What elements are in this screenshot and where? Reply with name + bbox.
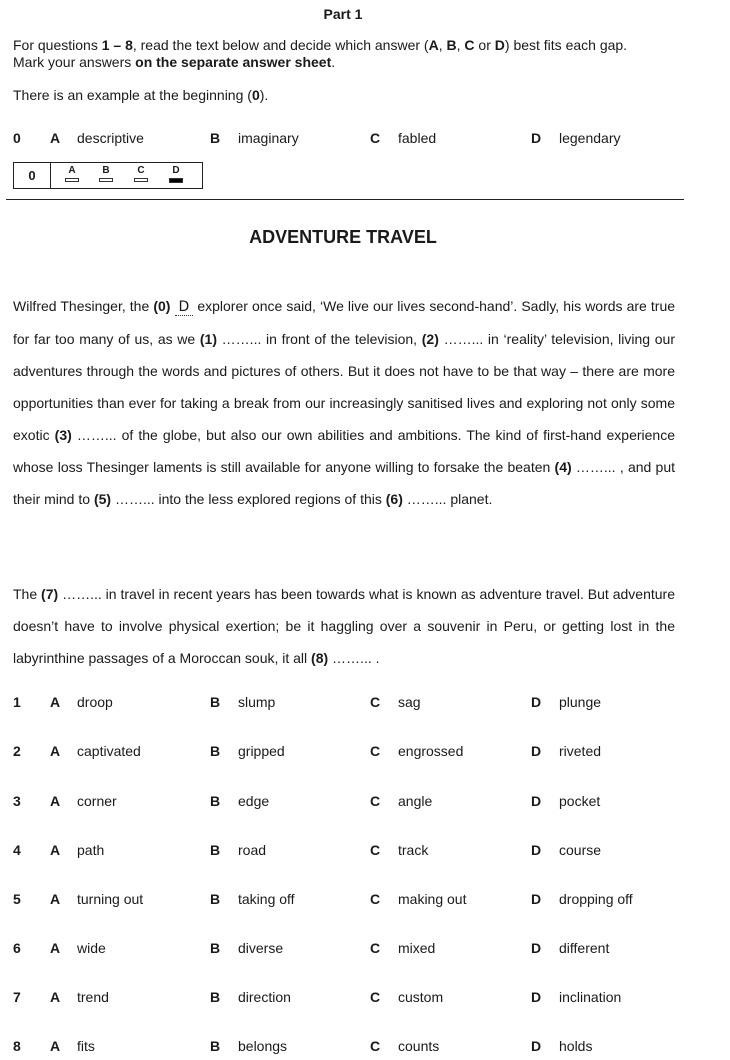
text: ……... planet. bbox=[402, 491, 493, 507]
question-number: 4 bbox=[13, 842, 21, 858]
option-letter-d: D bbox=[531, 793, 542, 809]
option-b[interactable]: gripped bbox=[238, 743, 285, 759]
option-letter-a: A bbox=[50, 1038, 61, 1054]
option-a[interactable]: captivated bbox=[77, 743, 141, 759]
option-letter-a: A bbox=[50, 842, 61, 858]
option-b[interactable]: direction bbox=[238, 989, 291, 1005]
option-letter-d: D bbox=[531, 743, 542, 759]
bubble-a bbox=[64, 165, 80, 182]
instructions: For questions 1 – 8, read the text below and decide which answer (A, B, C or D) best fits each gap. Mark your answers on the separate answer sheet. bbox=[13, 37, 628, 70]
option-letter-b: B bbox=[210, 940, 221, 956]
question-number: 7 bbox=[13, 989, 21, 1005]
option-letter-b: B bbox=[210, 793, 221, 809]
text: The bbox=[13, 586, 42, 602]
instructions-text: , read the text below and decide which answer ( bbox=[132, 37, 429, 53]
option-d: legendary bbox=[559, 130, 621, 146]
example-answer: D bbox=[175, 299, 194, 316]
article-paragraph-1 bbox=[13, 290, 675, 515]
question-row-2 bbox=[0, 743, 730, 763]
option-b[interactable]: edge bbox=[238, 793, 270, 809]
option-letter-a: A bbox=[50, 130, 61, 146]
gap-5: (5) bbox=[93, 491, 112, 507]
example-number: 0 bbox=[13, 130, 21, 146]
example-note-text: ). bbox=[259, 87, 269, 103]
instructions-text: or bbox=[474, 37, 495, 53]
option-letter-b: B bbox=[210, 989, 221, 1005]
gap-8: (8) bbox=[311, 650, 329, 666]
divider bbox=[6, 199, 684, 200]
question-number: 6 bbox=[13, 940, 21, 956]
option-letter-a: A bbox=[50, 743, 61, 759]
instructions-text: . bbox=[331, 54, 336, 70]
instructions-text: For questions bbox=[13, 37, 102, 53]
bubble-letter: C bbox=[137, 165, 145, 176]
option-letter-b: B bbox=[210, 1038, 221, 1054]
question-row-8 bbox=[0, 1038, 730, 1058]
option-b[interactable]: diverse bbox=[238, 940, 284, 956]
text: ……... into the less explored regions of this bbox=[111, 491, 386, 507]
example-row bbox=[0, 130, 730, 150]
option-letter-b: B bbox=[210, 694, 221, 710]
option-b[interactable]: road bbox=[238, 842, 267, 858]
bubble-b bbox=[98, 165, 114, 182]
option-letter-c: C bbox=[370, 694, 381, 710]
question-number: 5 bbox=[13, 891, 21, 907]
option-a[interactable]: wide bbox=[77, 940, 106, 956]
text: ……... of the globe, but also our own abilities and ambitions. The kind of first-hand experience whose loss Thesinger laments is still available for anyone willing to forsake the beaten bbox=[13, 427, 675, 475]
option-letter-a: A bbox=[50, 891, 61, 907]
gap-7: (7) bbox=[41, 586, 59, 602]
option-letter-b: B bbox=[210, 891, 221, 907]
option-d[interactable]: course bbox=[559, 842, 602, 858]
example-note bbox=[13, 87, 268, 103]
option-d[interactable]: dropping off bbox=[559, 891, 633, 907]
option-c: fabled bbox=[398, 130, 437, 146]
option-a[interactable]: droop bbox=[77, 694, 113, 710]
answer-sheet-note: on the separate answer sheet bbox=[135, 54, 332, 70]
question-number: 1 bbox=[13, 694, 21, 710]
bubble-d-selected bbox=[168, 165, 184, 183]
option-c[interactable]: engrossed bbox=[398, 743, 464, 759]
question-row-3 bbox=[0, 793, 730, 813]
option-letter-d: D bbox=[531, 891, 542, 907]
option-c[interactable]: making out bbox=[398, 891, 467, 907]
option-letter-d: D bbox=[531, 1038, 542, 1054]
letter-d: D bbox=[494, 37, 505, 53]
option-letter-d: D bbox=[531, 842, 542, 858]
text: ……... . bbox=[328, 650, 380, 666]
question-row-4 bbox=[0, 842, 730, 862]
gap-6: (6) bbox=[385, 491, 403, 507]
letter-b: B bbox=[446, 37, 457, 53]
text: ……... in ‘reality’ television, living our adventures through the words and pictures of others. But it does not have to be that way – there are more opportunities than ever for taking a break from our increasingly sanitised lives and exploring not only some exotic bbox=[13, 331, 675, 443]
option-letter-c: C bbox=[370, 940, 381, 956]
article-paragraph-2 bbox=[13, 578, 675, 674]
option-letter-d: D bbox=[531, 940, 542, 956]
option-d[interactable]: inclination bbox=[559, 989, 622, 1005]
option-a[interactable]: turning out bbox=[77, 891, 144, 907]
option-letter-b: B bbox=[210, 743, 221, 759]
option-c[interactable]: track bbox=[398, 842, 429, 858]
option-letter-b: B bbox=[210, 842, 221, 858]
question-row-5 bbox=[0, 891, 730, 911]
letter-c: C bbox=[464, 37, 475, 53]
option-c[interactable]: mixed bbox=[398, 940, 436, 956]
option-d[interactable]: different bbox=[559, 940, 610, 956]
gap-0: (0) bbox=[153, 298, 171, 314]
instructions-text: Mark your answers bbox=[13, 54, 136, 70]
option-letter-c: C bbox=[370, 793, 381, 809]
option-letter-c: C bbox=[370, 989, 381, 1005]
bubble-letter: A bbox=[68, 165, 76, 176]
question-row-6 bbox=[0, 940, 730, 960]
option-c[interactable]: sag bbox=[398, 694, 421, 710]
article-title: ADVENTURE TRAVEL bbox=[249, 227, 437, 247]
bubble-c bbox=[133, 165, 149, 182]
option-b[interactable]: belongs bbox=[238, 1038, 288, 1054]
option-b: imaginary bbox=[238, 130, 299, 146]
text: explorer once said, ‘We live our lives second-hand’. Sadly, his words are true for far too many of us, as we bbox=[13, 298, 676, 347]
option-d[interactable]: holds bbox=[559, 1038, 593, 1054]
option-d[interactable]: riveted bbox=[559, 743, 602, 759]
option-b[interactable]: taking off bbox=[238, 891, 295, 907]
instructions-text: ) best fits each gap. bbox=[504, 37, 628, 53]
gap-4: (4) bbox=[554, 459, 572, 475]
example-answer-sheet bbox=[13, 162, 203, 189]
option-letter-c: C bbox=[370, 842, 381, 858]
question-row-1 bbox=[0, 694, 730, 714]
option-c[interactable]: counts bbox=[398, 1038, 440, 1054]
option-letter-a: A bbox=[50, 989, 61, 1005]
option-letter-d: D bbox=[531, 694, 542, 710]
option-a: descriptive bbox=[77, 130, 144, 146]
part-title: Part 1 bbox=[323, 6, 363, 22]
option-b[interactable]: slump bbox=[238, 694, 276, 710]
option-a[interactable]: trend bbox=[77, 989, 109, 1005]
answer-sheet-number: 0 bbox=[14, 163, 51, 188]
option-letter-a: A bbox=[50, 940, 61, 956]
gap-3: (3) bbox=[54, 427, 72, 443]
option-c[interactable]: angle bbox=[398, 793, 433, 809]
example-number: 0 bbox=[251, 87, 260, 103]
question-range: 1 – 8 bbox=[101, 37, 133, 53]
option-letter-b: B bbox=[210, 130, 221, 146]
option-letter-c: C bbox=[370, 743, 381, 759]
question-number: 3 bbox=[13, 793, 21, 809]
option-a[interactable]: corner bbox=[77, 793, 117, 809]
option-letter-d: D bbox=[531, 130, 542, 146]
example-note-text: There is an example at the beginning ( bbox=[13, 87, 252, 103]
text: ……... in front of the television, bbox=[217, 331, 422, 347]
text: ……... in travel in recent years has been towards what is known as adventure travel. But adventure doesn’t have to involve physical exertion; be it haggling over a souvenir in Peru, or getting lost in the labyrinthine passages of a Moroccan souk, it all bbox=[13, 586, 675, 666]
gap-2: (2) bbox=[421, 331, 439, 347]
text: ……... , and put their mind to bbox=[13, 459, 675, 507]
option-letter-c: C bbox=[370, 1038, 381, 1054]
letter-a: A bbox=[428, 37, 439, 53]
question-number: 2 bbox=[13, 743, 21, 759]
bubble-letter: B bbox=[102, 165, 110, 176]
option-a[interactable]: fits bbox=[77, 1038, 95, 1054]
option-d[interactable]: pocket bbox=[559, 793, 601, 809]
option-letter-a: A bbox=[50, 694, 61, 710]
option-a[interactable]: path bbox=[77, 842, 105, 858]
question-row-7 bbox=[0, 989, 730, 1009]
option-letter-a: A bbox=[50, 793, 61, 809]
option-letter-d: D bbox=[531, 989, 542, 1005]
option-c[interactable]: custom bbox=[398, 989, 444, 1005]
gap-1: (1) bbox=[199, 331, 217, 347]
bubble-letter: D bbox=[172, 165, 180, 176]
text: Wilfred Thesinger, the bbox=[13, 298, 154, 314]
option-d[interactable]: plunge bbox=[559, 694, 602, 710]
option-letter-c: C bbox=[370, 891, 381, 907]
question-number: 8 bbox=[13, 1038, 21, 1054]
option-letter-c: C bbox=[370, 130, 381, 146]
